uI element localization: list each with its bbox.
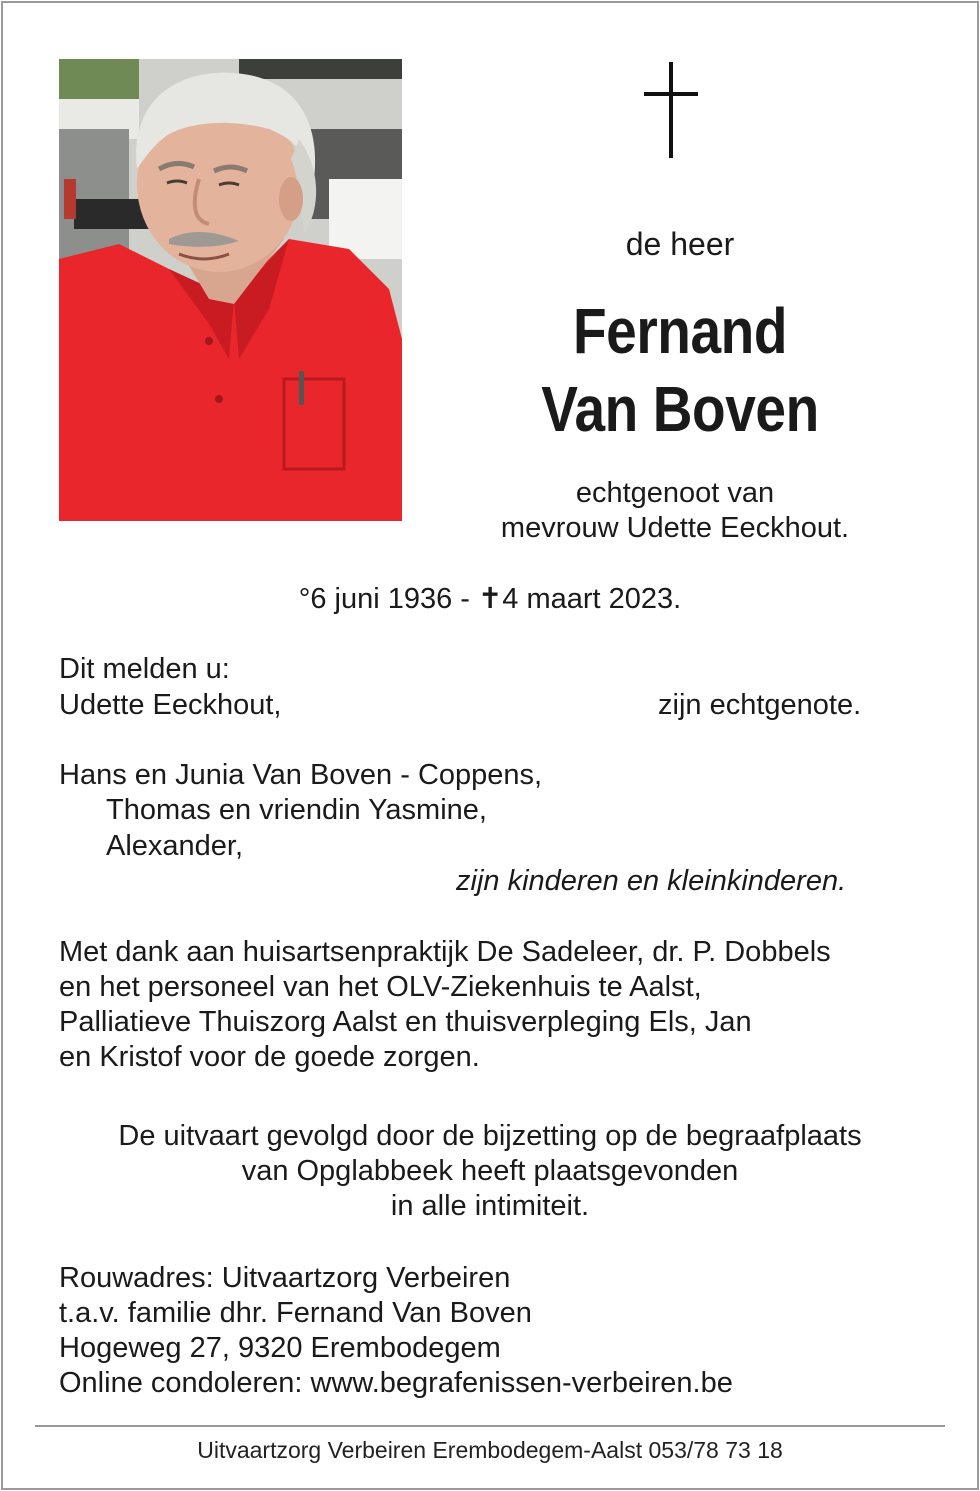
funeral-line-3: in alle intimiteit. (390, 1190, 590, 1222)
thanks-line-4: en Kristof voor de goede zorgen. (59, 1041, 480, 1073)
children-line-3: Alexander, (106, 830, 244, 862)
spouse-line-1: echtgenoot van (575, 477, 775, 509)
address-line-3: Hogeweg 27, 9320 Erembodegem (59, 1332, 501, 1364)
announce-intro: Dit melden u: (59, 653, 230, 685)
footer-funeral-home: Uitvaartzorg Verbeiren Erembodegem-Aalst 053/78 73 18 (197, 1437, 783, 1463)
family-member-name: Udette Eeckhout, (59, 689, 282, 721)
online-condolence-link[interactable]: Online condoleren: www.begrafenissen-verbeiren.be (59, 1367, 733, 1399)
deceased-first-name: Fernand (572, 295, 788, 367)
address-line-1: Rouwadres: Uitvaartzorg Verbeiren (59, 1262, 511, 1294)
life-dates: °6 juni 1936 - ✝4 maart 2023. (298, 583, 682, 615)
spouse-line-2: mevrouw Udette Eeckhout. (500, 512, 850, 544)
deceased-last-name: Van Boven (541, 373, 819, 445)
salutation: de heer (625, 226, 735, 262)
portrait-photo (59, 59, 402, 521)
funeral-line-1: De uitvaart gevolgd door de bijzetting op de begraafplaats (118, 1120, 862, 1152)
children-line-1: Hans en Junia Van Boven - Coppens, (59, 759, 543, 791)
thanks-line-1: Met dank aan huisartsenpraktijk De Sadeleer, dr. P. Dobbels (59, 936, 831, 968)
footer-divider (35, 1425, 945, 1427)
funeral-line-2: van Opglabbeek heeft plaatsgevonden (241, 1155, 739, 1187)
thanks-line-2: en het personeel van het OLV-Ziekenhuis te Aalst, (59, 971, 702, 1003)
address-line-2: t.a.v. familie dhr. Fernand Van Boven (59, 1297, 532, 1329)
family-member-relation: zijn echtgenote. (658, 689, 862, 721)
children-line-2: Thomas en vriendin Yasmine, (106, 794, 487, 826)
latin-cross-icon (640, 62, 702, 160)
children-relation: zijn kinderen en kleinkinderen. (456, 865, 847, 897)
thanks-line-3: Palliatieve Thuiszorg Aalst en thuisverpleging Els, Jan (59, 1006, 752, 1038)
